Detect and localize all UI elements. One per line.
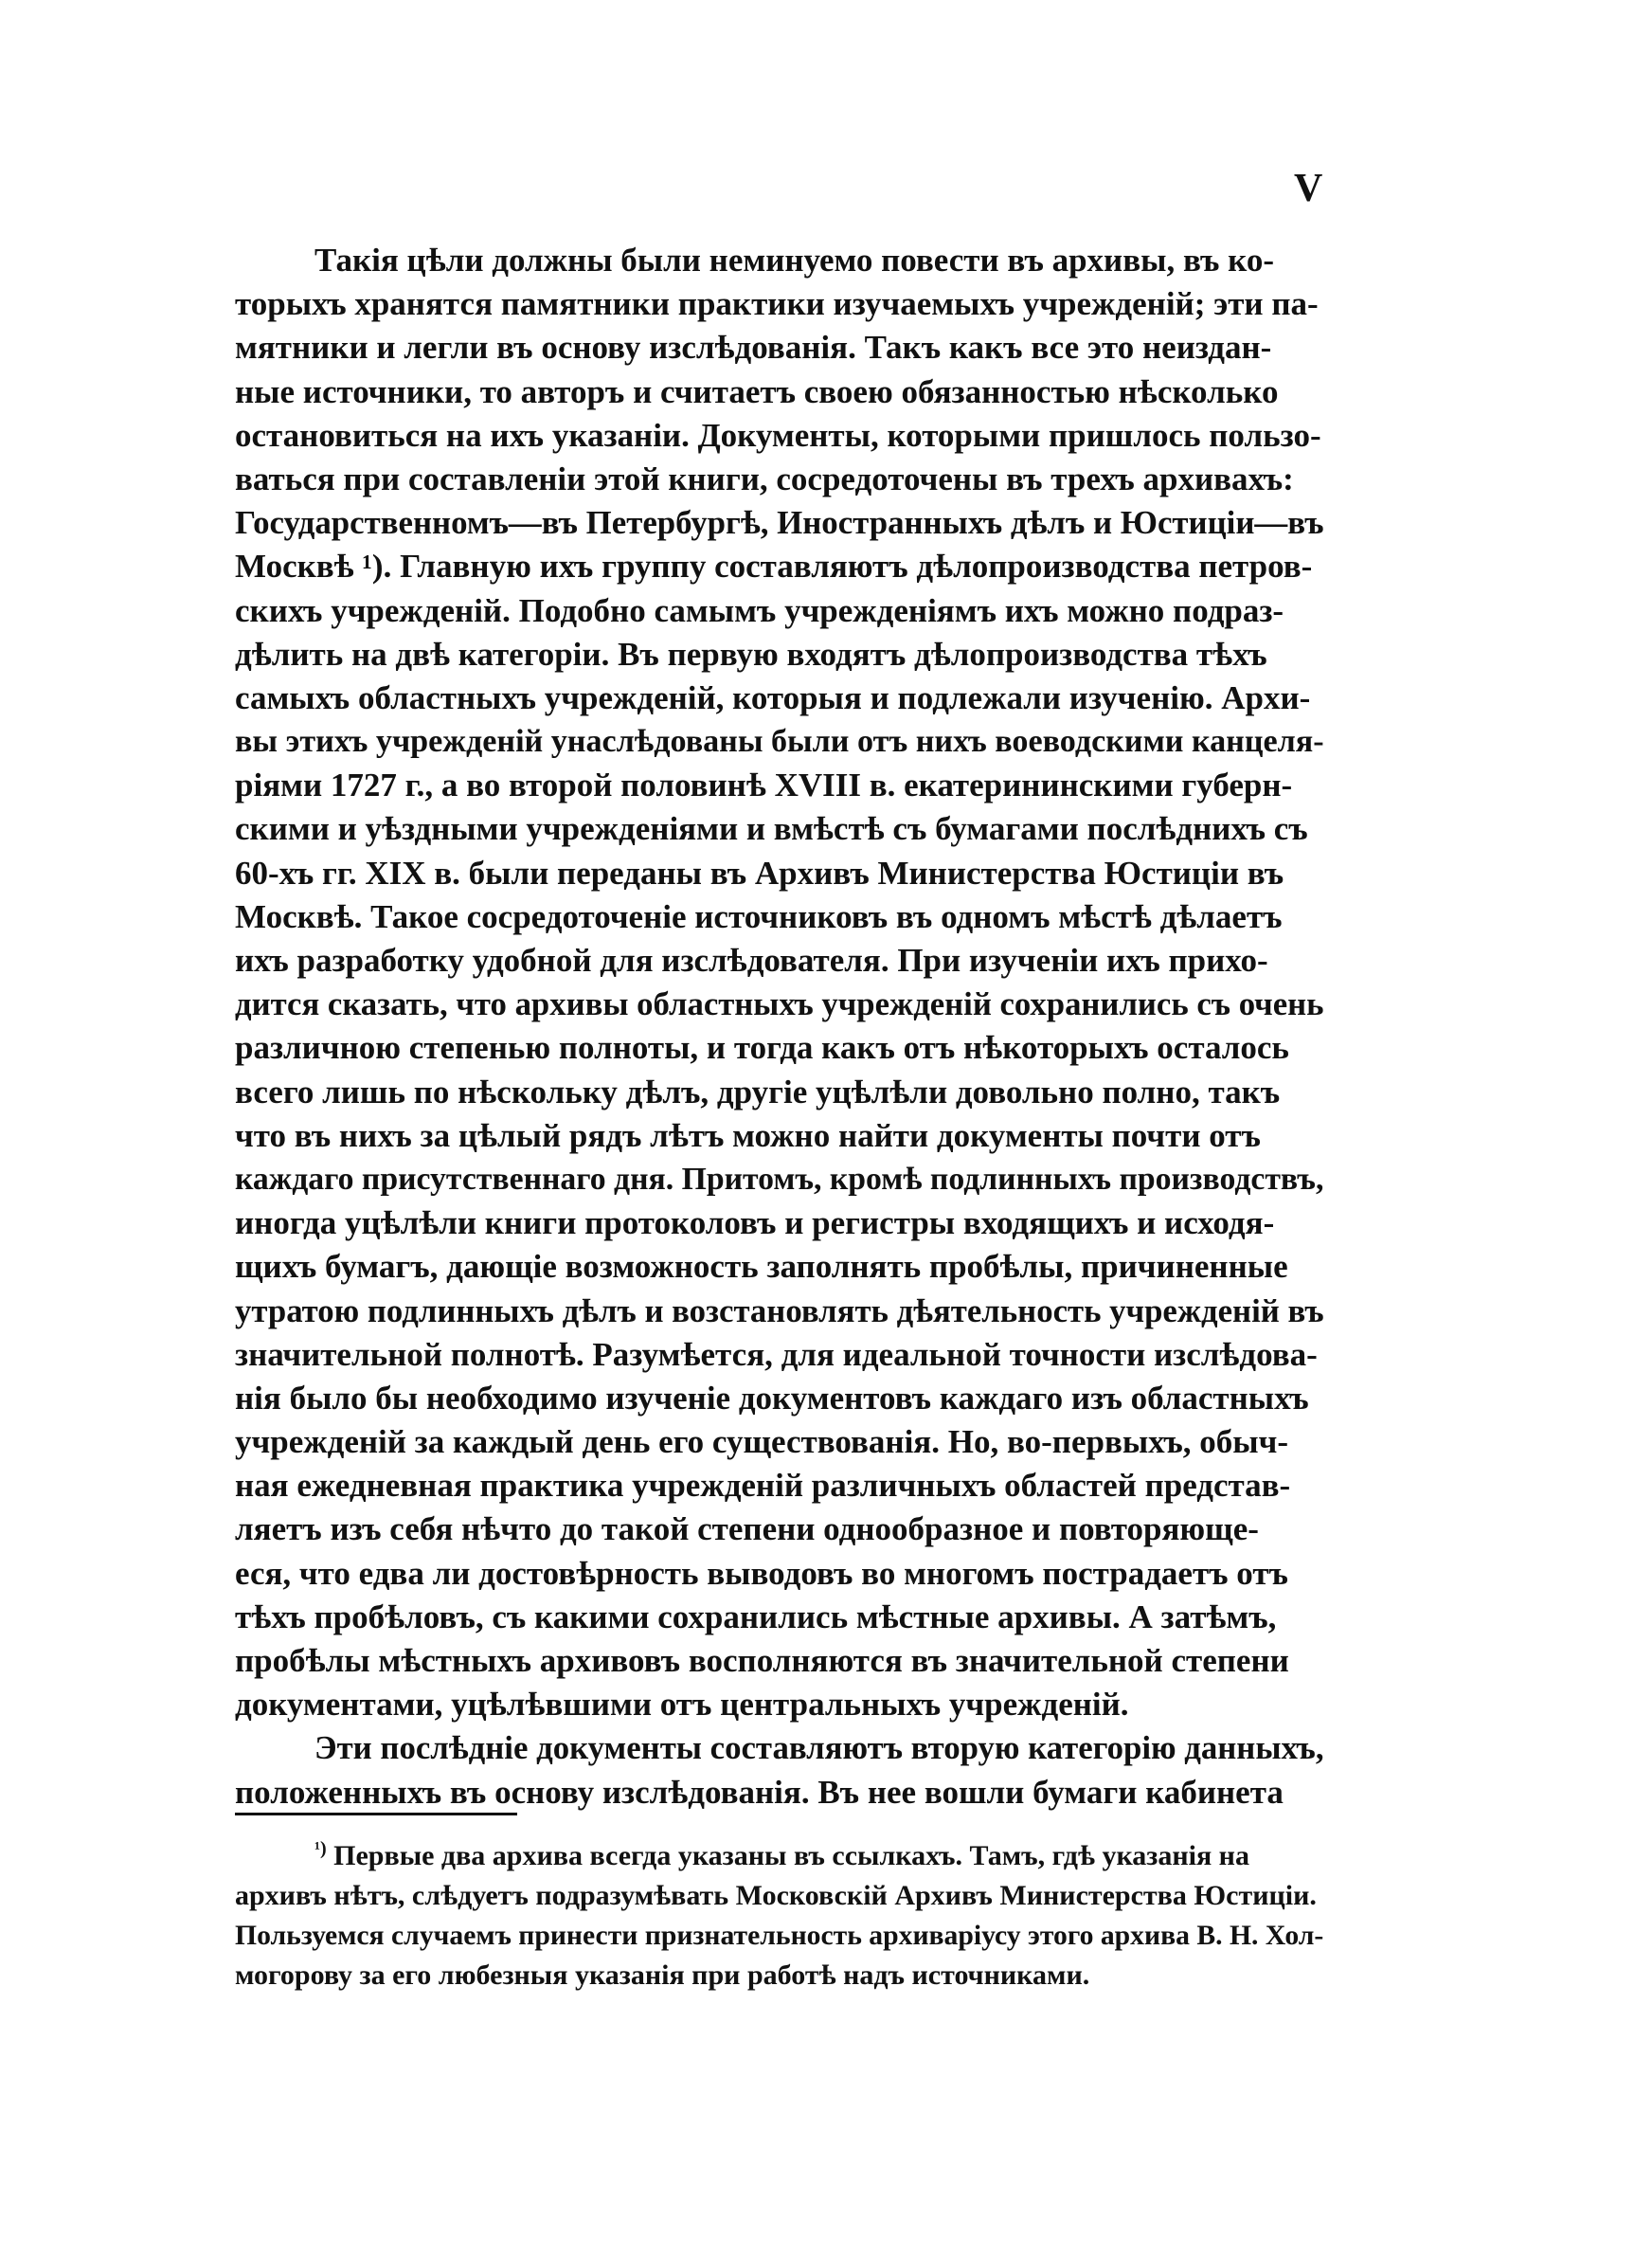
text-line: всего лишь по нѣскольку дѣлъ, другіе уцѣлѣли довольно полно, такъ: [235, 1073, 1281, 1110]
footnote-divider: [235, 1813, 517, 1815]
text-line: нія было бы необходимо изученіе документовъ каждаго изъ областныхъ: [235, 1379, 1309, 1417]
text-line: скихъ учрежденій. Подобно самымъ учрежденіямъ ихъ можно подраз-: [235, 591, 1284, 629]
text-line: различною степенью полноты, и тогда какъ отъ нѣкоторыхъ осталось: [235, 1029, 1289, 1067]
text-line: еся, что едва ли достовѣрность выводовъ во многомъ пострадаетъ отъ: [235, 1554, 1288, 1592]
text-line: дѣлить на двѣ категоріи. Въ первую входятъ дѣлопроизводства тѣхъ: [235, 635, 1267, 673]
footnote-line: могорову за его любезныя указанія при работѣ надъ источниками.: [235, 1959, 1090, 1991]
text-line: ные источники, то авторъ и считаетъ своею обязанностью нѣсколько: [235, 372, 1279, 410]
text-line: что въ нихъ за цѣлый рядъ лѣтъ можно найти документы почти отъ: [235, 1116, 1261, 1154]
footnote-line: архивъ нѣтъ, слѣдуетъ подразумѣвать Московскій Архивъ Министерства Юстиціи.: [235, 1880, 1317, 1911]
text-line: пробѣлы мѣстныхъ архивовъ восполняются въ значительной степени: [235, 1642, 1289, 1679]
text-line: 60-хъ гг. XIX в. были переданы въ Архивъ Министерства Юстиціи въ: [235, 854, 1284, 892]
footnote-line: [235, 1836, 1324, 1876]
text-line: иногда уцѣлѣли книги протоколовъ и регистры входящихъ и исходя-: [235, 1204, 1275, 1242]
footnotes: [235, 1836, 1324, 1995]
text-line: вы этихъ учрежденій унаслѣдованы были отъ нихъ воеводскими канцеля-: [235, 724, 1324, 760]
footnote-text: Первые два архива всегда указаны въ ссылкахъ. Тамъ, гдѣ указанія на: [333, 1840, 1249, 1871]
main-text: [235, 239, 1324, 1815]
footnote-marker: ¹): [314, 1838, 327, 1859]
footnote-line: Пользуемся случаемъ принести признательность архиваріусу этого архива В. Н. Хол-: [235, 1921, 1324, 1951]
text-line: остановиться на ихъ указаніи. Документы, которыми пришлось пользо-: [235, 416, 1321, 454]
text-line: торыхъ хранятся памятники практики изучаемыхъ учрежденій; эти па-: [235, 285, 1319, 323]
text-line: Эти послѣдніе документы составляютъ вторую категорію данныхъ,: [314, 1729, 1324, 1767]
text-line: ріями 1727 г., а во второй половинѣ XVIII в. екатерининскими губерн-: [235, 767, 1293, 804]
text-line: щихъ бумагъ, дающіе возможность заполнять пробѣлы, причиненные: [235, 1248, 1288, 1286]
text-line: Москвѣ. Такое сосредоточеніе источниковъ въ одномъ мѣстѣ дѣлаетъ: [235, 897, 1283, 935]
text-line: Такія цѣли должны были неминуемо повести въ архивы, въ ко-: [314, 242, 1275, 279]
text-line: документами, уцѣлѣвшими отъ центральныхъ учрежденій.: [235, 1686, 1129, 1724]
text-line: ная ежедневная практика учрежденій различныхъ областей представ-: [235, 1467, 1291, 1505]
text-line: утратою подлинныхъ дѣлъ и возстановлять дѣятельность учрежденій въ: [235, 1291, 1324, 1329]
text-line: ляетъ изъ себя нѣчто до такой степени однообразное и повторяюще-: [235, 1510, 1259, 1548]
text-line: положенныхъ въ основу изслѣдованія. Въ нее вошли бумаги кабинета: [235, 1773, 1284, 1811]
text-line: значительной полнотѣ. Разумѣется, для идеальной точности изслѣдова-: [235, 1335, 1318, 1373]
text-line: самыхъ областныхъ учрежденій, которыя и подлежали изученію. Архи-: [235, 678, 1311, 716]
text-line: Москвѣ ¹). Главную ихъ группу составляютъ дѣлопроизводства петров-: [235, 548, 1313, 586]
text-line: тѣхъ пробѣловъ, съ какими сохранились мѣстные архивы. А затѣмъ,: [235, 1598, 1277, 1635]
text-line: учрежденій за каждый день его существованія. Но, во-первыхъ, обыч-: [235, 1423, 1288, 1461]
text-line: мятники и легли въ основу изслѣдованія. Такъ какъ все это неиздан-: [235, 329, 1272, 367]
text-line: ихъ разработку удобной для изслѣдователя. При изученіи ихъ прихо-: [235, 942, 1268, 979]
text-line: Государственномъ—въ Петербургѣ, Иностранныхъ дѣлъ и Юстиціи—въ: [235, 504, 1324, 542]
text-line: ваться при составленіи этой книги, сосредоточены въ трехъ архивахъ:: [235, 460, 1294, 497]
text-line: дится сказать, что архивы областныхъ учрежденій сохранились съ очень: [235, 985, 1324, 1023]
page-number: V: [1294, 167, 1323, 210]
text-line: каждаго присутственнаго дня. Притомъ, кромѣ подлинныхъ производствъ,: [235, 1161, 1324, 1197]
text-line: скими и уѣздными учрежденіями и вмѣстѣ съ бумагами послѣднихъ съ: [235, 810, 1308, 848]
